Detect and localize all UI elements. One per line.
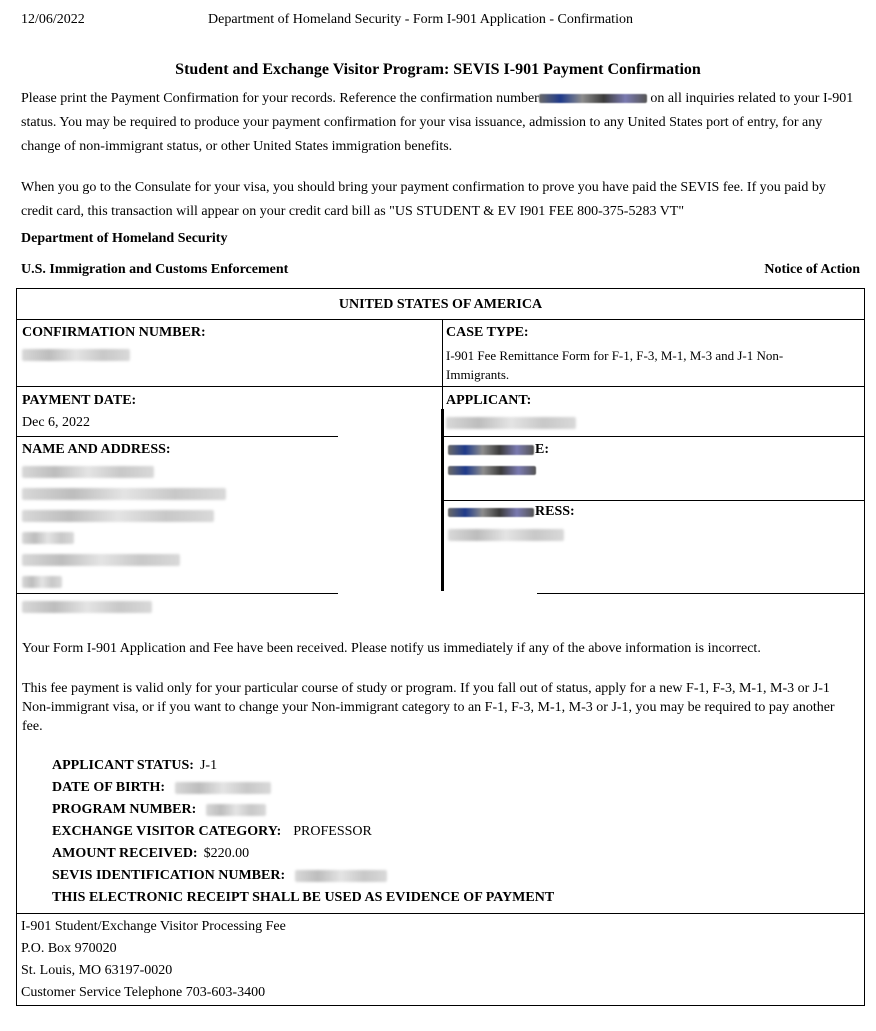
- notice-of-action: Notice of Action: [764, 262, 860, 277]
- redacted-applicant-name: [446, 417, 576, 429]
- redacted-payment-type-label: [448, 445, 534, 455]
- applicant-status-row: [52, 755, 554, 777]
- footer-line-3: St. Louis, MO 63197-0020: [21, 963, 173, 978]
- case-type-label: CASE TYPE:: [446, 325, 529, 340]
- sevis-id-label: SEVIS IDENTIFICATION NUMBER:: [52, 868, 286, 883]
- page-title: Student and Exchange Visitor Program: SEVIS I-901 Payment Confirmation: [175, 61, 701, 78]
- row-divider: [442, 500, 864, 501]
- program-number-row: [52, 799, 554, 821]
- date-of-birth-row: [52, 777, 554, 799]
- applicant-label: APPLICANT:: [446, 393, 532, 408]
- footer-line-4: Customer Service Telephone 703-603-3400: [21, 985, 266, 1000]
- row-divider: [17, 436, 338, 437]
- case-type-value: I-901 Fee Remittance Form for F-1, F-3, M-1, M-3 and J-1 Non-Immigrants.: [446, 348, 784, 382]
- date-of-birth-label: DATE OF BIRTH:: [52, 780, 166, 795]
- intro-paragraph-2: When you go to the Consulate for your visa, you should bring your payment confirmation to prove you have paid the SEVIS fee. If you paid by credit card, this transaction will appear on your credit card bill as "US STUDENT & EV I901 FEE 800-375-5283 VT": [21, 180, 826, 219]
- redacted-payment-type-value: [448, 466, 536, 475]
- payment-date-label: PAYMENT DATE:: [22, 393, 137, 408]
- sevis-id-row: [52, 865, 554, 887]
- intro-paragraph-1: [21, 87, 861, 159]
- redacted-confirmation-number: [539, 94, 647, 103]
- applicant-status-label: APPLICANT STATUS:: [52, 758, 194, 773]
- redacted-email-value: [448, 529, 564, 541]
- amount-received-value: $220.00: [203, 846, 250, 861]
- redacted-address-line: [22, 488, 226, 500]
- redacted-address-line: [22, 466, 154, 478]
- redacted-phone: [22, 601, 152, 613]
- row-divider: [17, 386, 864, 387]
- row-divider: [537, 593, 864, 594]
- exchange-visitor-category-row: [52, 821, 554, 843]
- validity-notice: This fee payment is valid only for your particular course of study or program. If you fall out of status, apply for a new F-1, F-3, M-1, M-3 or J-1 Non-immigrant visa, or if you want to change your Non-immigrant category to an F-1, F-3, M-1, M-3 or J-1, you may be required to pay another fee.: [22, 681, 835, 734]
- confirmation-form: [16, 288, 865, 1006]
- redacted-sevis-id: [295, 870, 387, 882]
- confirmation-number-label: CONFIRMATION NUMBER:: [22, 325, 206, 340]
- print-title: Department of Homeland Security - Form I-901 Application - Confirmation: [208, 12, 633, 27]
- payment-date-value: Dec 6, 2022: [22, 415, 91, 430]
- received-notice: Your Form I-901 Application and Fee have been received. Please notify us immediately if any of the above information is incorrect.: [22, 641, 761, 656]
- agency-ice: U.S. Immigration and Customs Enforcement: [21, 262, 289, 277]
- exchange-visitor-category-label: EXCHANGE VISITOR CATEGORY:: [52, 824, 282, 839]
- footer-line-2: P.O. Box 970020: [21, 941, 117, 956]
- footer-line-1: I-901 Student/Exchange Visitor Processing Fee: [21, 919, 286, 934]
- redacted-address-line: [22, 554, 180, 566]
- print-header: [21, 12, 851, 32]
- applicant-status-value: J-1: [199, 758, 218, 773]
- redacted-confirmation-value: [22, 349, 130, 361]
- row-divider: [442, 436, 864, 437]
- applicant-status-list: [52, 755, 554, 909]
- redacted-date-of-birth: [175, 782, 271, 794]
- form-country-header: UNITED STATES OF AMERICA: [17, 289, 864, 320]
- intro-text-before: Please print the Payment Confirmation for your records. Reference the confirmation number: [21, 91, 539, 106]
- redacted-program-number: [206, 804, 266, 816]
- agency-dhs: Department of Homeland Security: [21, 231, 228, 246]
- exchange-visitor-category-value: PROFESSOR: [293, 824, 372, 839]
- payment-type-label-tail: E:: [535, 442, 549, 457]
- print-date: 12/06/2022: [21, 12, 85, 27]
- evidence-statement-row: [52, 887, 554, 909]
- evidence-statement: THIS ELECTRONIC RECEIPT SHALL BE USED AS EVIDENCE OF PAYMENT: [52, 890, 555, 905]
- email-label-tail: RESS:: [535, 504, 575, 519]
- redacted-address-line: [22, 510, 214, 522]
- redacted-email-label: [448, 508, 534, 517]
- name-address-label: NAME AND ADDRESS:: [22, 442, 171, 457]
- processing-fee-address: [17, 913, 864, 1006]
- program-number-label: PROGRAM NUMBER:: [52, 802, 197, 817]
- amount-received-label: AMOUNT RECEIVED:: [52, 846, 198, 861]
- column-divider: [442, 320, 443, 386]
- redacted-address-line: [22, 576, 62, 588]
- amount-received-row: [52, 843, 554, 865]
- intro-text-after: on all inquiries related to your I-901 status. You may be required to produce your payment confirmation for your visa issuance, admission to any United States port of entry, for any change of non-immigrant status, or other United States immigration benefits.: [21, 91, 854, 154]
- row-divider: [17, 593, 338, 594]
- redacted-address-line: [22, 532, 74, 544]
